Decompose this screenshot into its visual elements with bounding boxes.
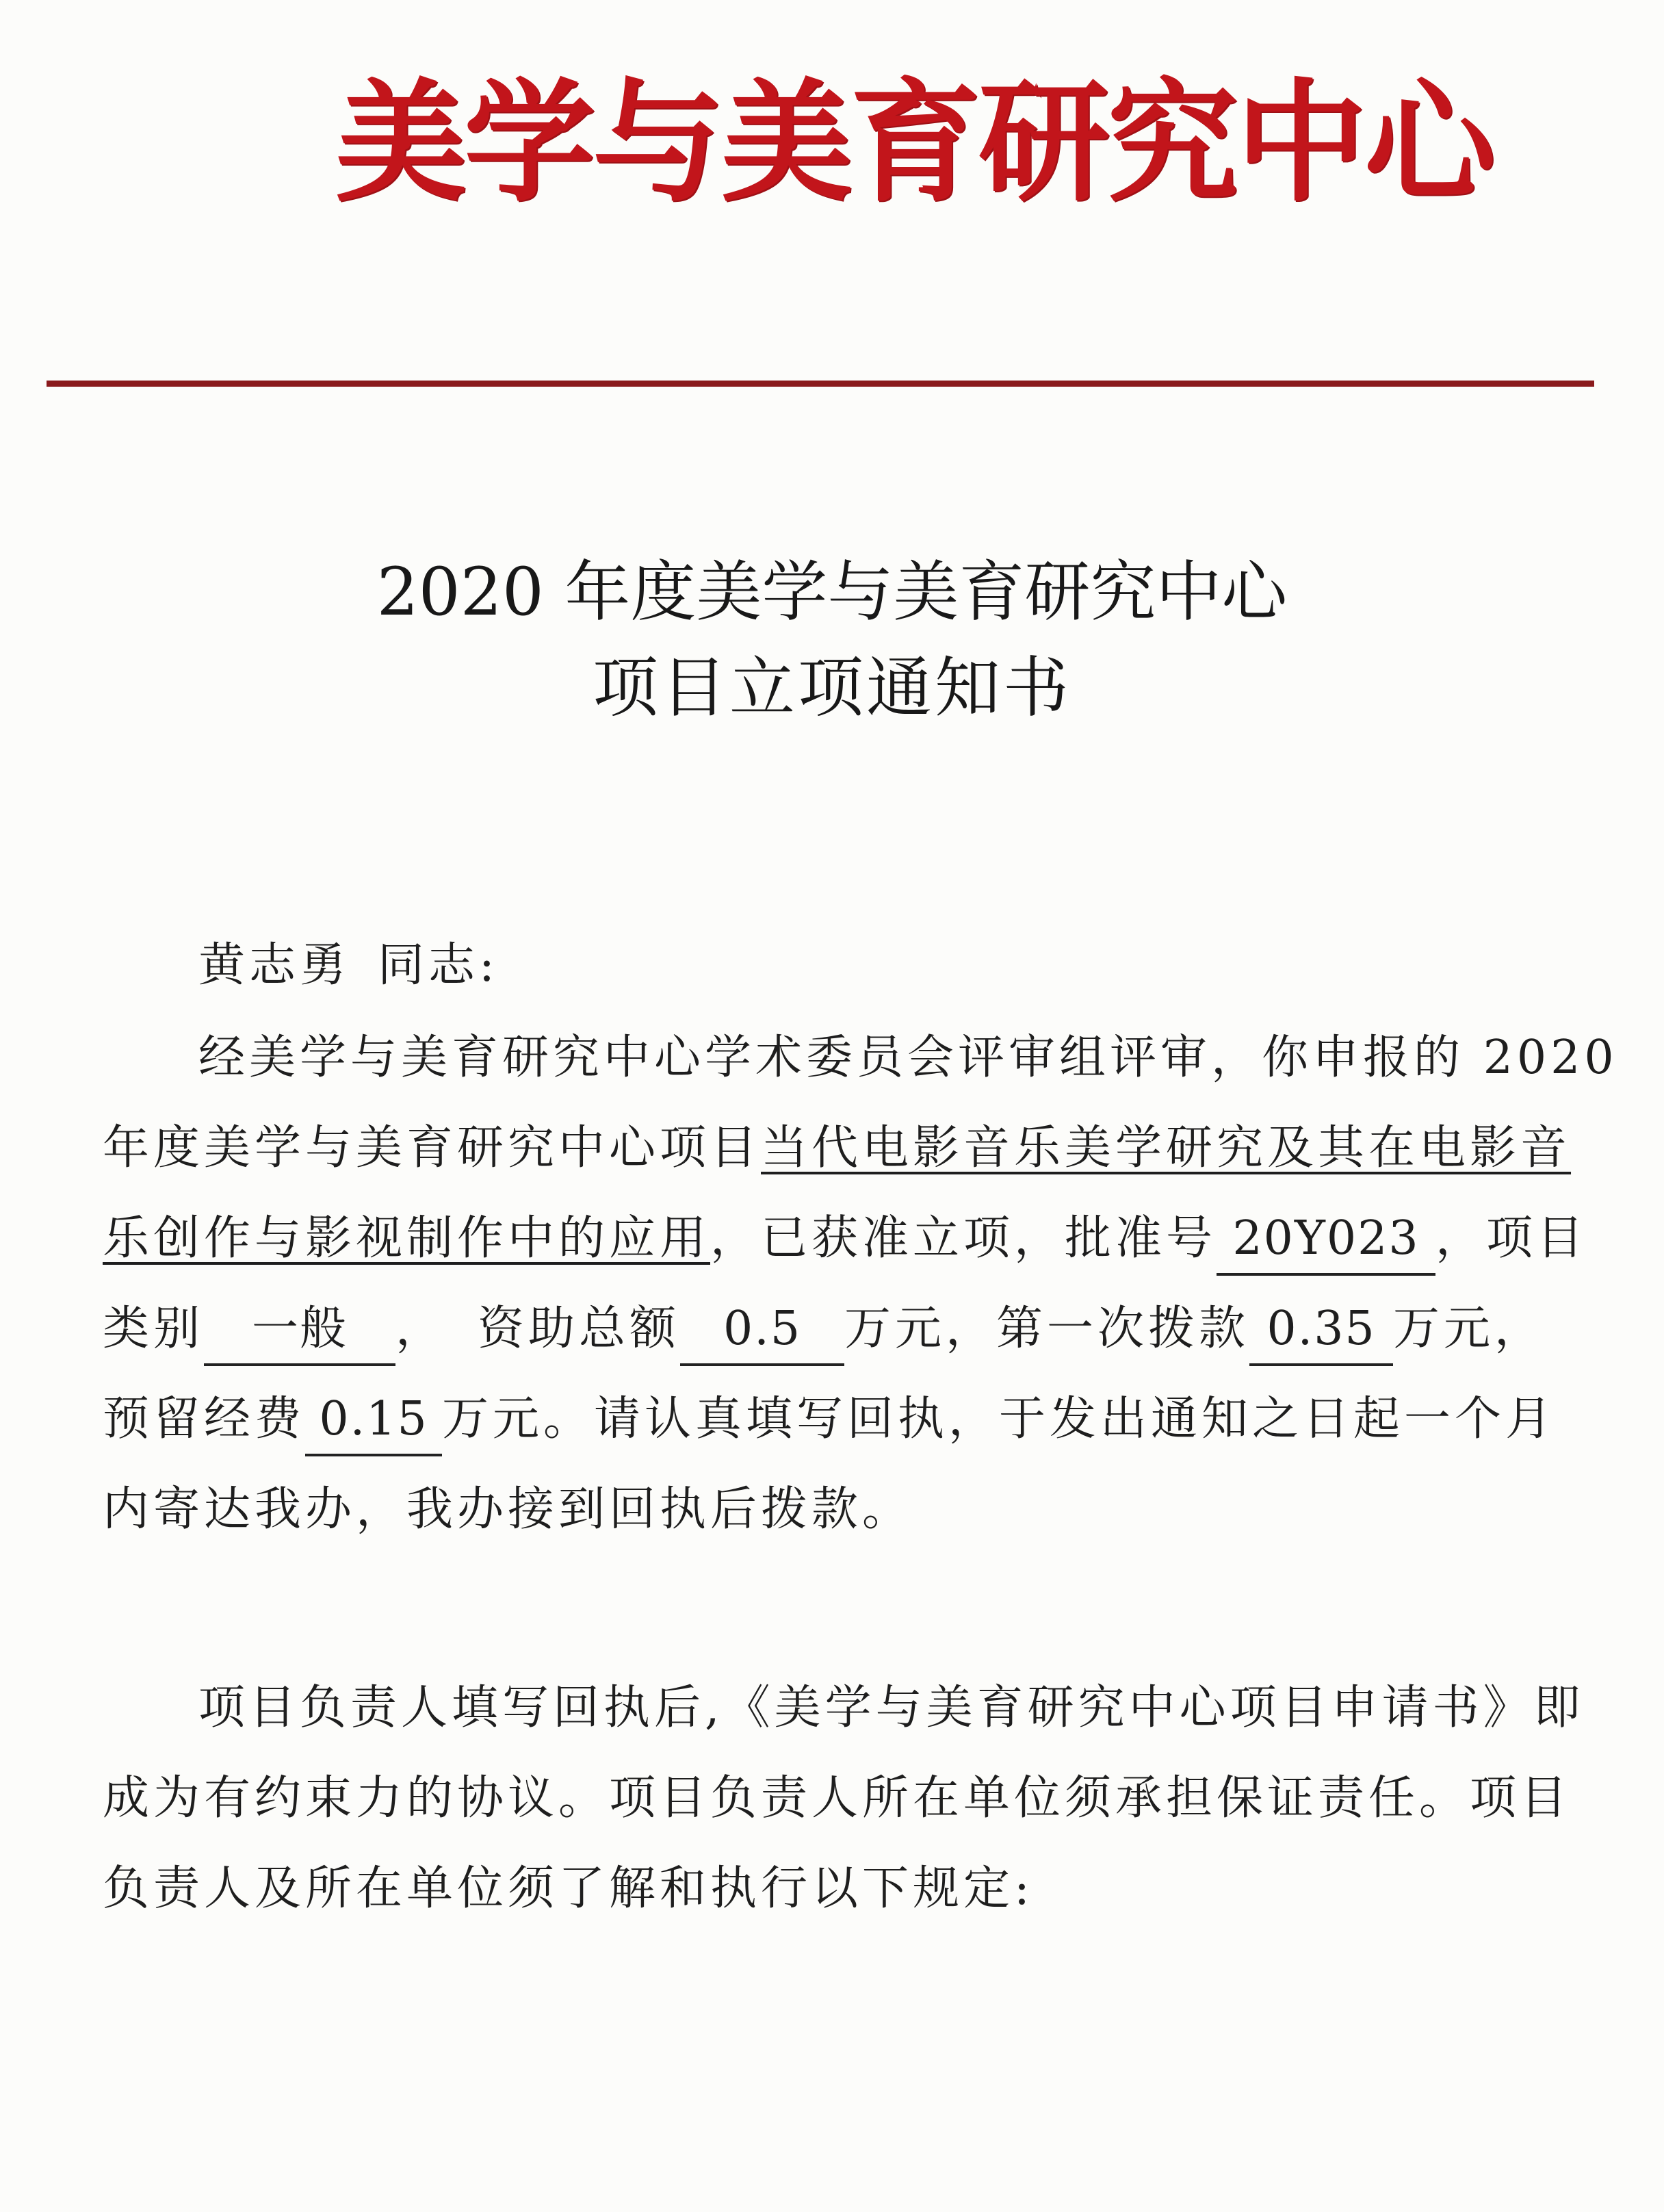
funding-total: 0.5 [680, 1295, 844, 1366]
document-title-line2: 项目立项通知书 [593, 650, 1071, 726]
body1-line4: 类别 一般 ， 资助总额 0.5 万元，第一次拨款 0.35 万元， [103, 1284, 1553, 1374]
project-label: ，项目 [1435, 1211, 1588, 1265]
body1-line5 [103, 1374, 1557, 1465]
body2-line3: 负责人及所在单位须了解和执行以下规定: [103, 1862, 1034, 1916]
funding-label: 资助总额 [478, 1302, 681, 1356]
body2-line2: 成为有约束力的协议。项目负责人所在单位须承担保证责任。项目 [103, 1771, 1572, 1825]
salutation [198, 921, 1553, 1011]
approval-number: 20Y023 [1217, 1205, 1435, 1276]
unit-first-payment-label: 万元，第一次拨款 [844, 1302, 1250, 1356]
document-title-line1: 2020 年度美学与美育研究中心 [376, 554, 1288, 630]
body1-line5-rest: 万元。请认真填写回执，于发出通知之日起一个月 [442, 1392, 1557, 1446]
category-value: 一般 [204, 1295, 395, 1366]
body1-line6: 内寄达我办，我办接到回执后拨款。 [103, 1482, 913, 1536]
category-label: 类别 [103, 1302, 205, 1356]
recipient-name: 黄志勇 [198, 938, 351, 992]
unit-2: 万元， [1393, 1302, 1546, 1356]
header-rule [47, 381, 1594, 387]
reserved-amount: 0.15 [305, 1385, 442, 1456]
body1-line2-prefix: 年度美学与美育研究中心项目 [103, 1121, 762, 1175]
body1-line1: 经美学与美育研究中心学术委员会评审组评审，你申报的 2020 [198, 1031, 1618, 1085]
letterhead-title: 美学与美育研究中心 [335, 67, 1493, 220]
body1-line2 [103, 1103, 1572, 1194]
body1-line3 [103, 1194, 1588, 1284]
salutation-suffix: 同志: [378, 938, 499, 992]
project-title-part1: 当代电影音乐美学研究及其在电影音 [761, 1121, 1572, 1175]
approval-text: ，已获准立项，批准号 [710, 1211, 1217, 1265]
first-payment: 0.35 [1249, 1295, 1393, 1366]
reserved-label: 预留经费 [103, 1392, 306, 1446]
body2-line1: 项目负责人填写回执后,《美学与美育研究中心项目申请书》即 [198, 1681, 1585, 1735]
project-title-part2: 乐创作与影视制作中的应用 [103, 1211, 711, 1265]
